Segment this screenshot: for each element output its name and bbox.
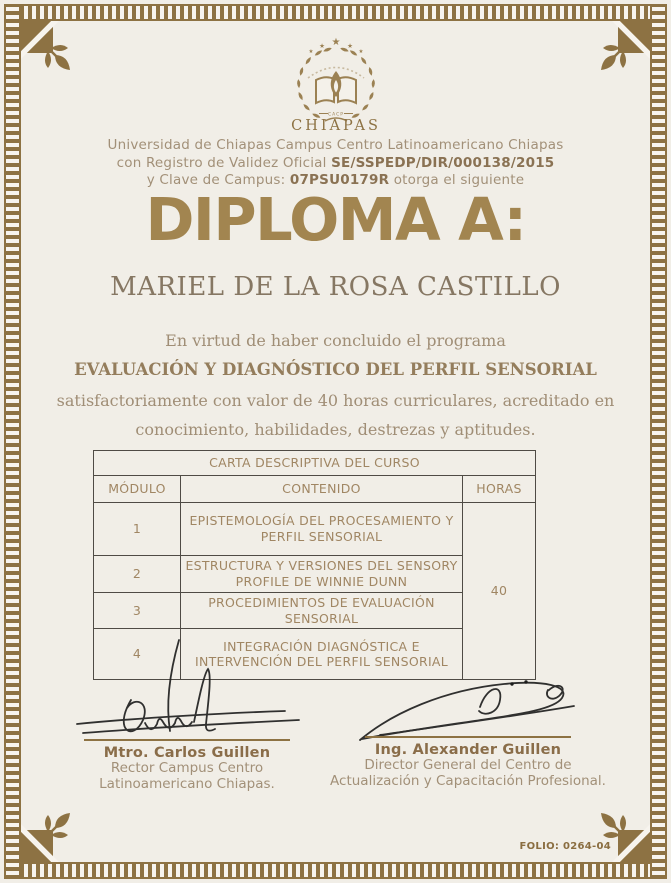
laurel-wreath-book-flame-icon (277, 33, 395, 133)
chiapas-crest-logo (0, 33, 671, 137)
corner-leaf-ornament-icon (21, 812, 71, 862)
star-icon: ★ (318, 42, 325, 50)
cell-modulo: 4 (94, 629, 181, 680)
signer-name: Mtro. Carlos Guillen (103, 745, 271, 761)
logo-acronym: CACP (327, 112, 344, 118)
border-ladder-top (4, 4, 667, 21)
university-line-1 (21, 137, 650, 155)
signer-name: Ing. Alexander Guillen (374, 742, 562, 758)
signature-block-left (54, 739, 320, 792)
cell-contenido: ESTRUCTURA Y VERSIONES DEL SENSORY PROFILE DE WINNIE DUNN (181, 556, 463, 593)
open-book-flame-icon (316, 71, 356, 103)
campus-key: 07PSU0179R (289, 172, 390, 188)
body-line-2: satisfactoriamente con valor de 40 horas curriculares, acreditado en (56, 391, 615, 410)
university-header (21, 137, 650, 190)
signer-title-line-2: Actualización y Capacitación Profesional. (330, 772, 606, 789)
corner-leaf-ornament-icon (600, 812, 650, 862)
cell-horas-total: 40 (463, 503, 536, 680)
star-icon: ★ (346, 42, 353, 50)
course-table (93, 450, 536, 680)
cell-modulo: 3 (94, 593, 181, 629)
cell-modulo: 1 (94, 503, 181, 556)
table-title-row (94, 451, 536, 476)
cell-contenido: EPISTEMOLOGÍA DEL PROCESAMIENTO Y PERFIL SENSORIAL (181, 503, 463, 556)
body-line-3: conocimiento, habilidades, destrezas y aptitudes. (135, 420, 536, 439)
campus-key-prefix: y Clave de Campus: (146, 172, 290, 188)
university-name: Universidad de Chiapas Campus Centro Latinoamericano Chiapas (107, 137, 564, 153)
border-ladder-bottom (4, 862, 667, 879)
col-header-modulo: MÓDULO (94, 476, 181, 503)
table-row (94, 503, 536, 556)
cell-modulo: 2 (94, 556, 181, 593)
col-header-contenido: CONTENIDO (181, 476, 463, 503)
cell-contenido: INTEGRACIÓN DIAGNÓSTICA E INTERVENCIÓN DEL PERFIL SENSORIAL (181, 629, 463, 680)
registry-prefix: con Registro de Validez Oficial (116, 154, 332, 171)
signer-title-line-2: Latinoamericano Chiapas. (99, 775, 275, 792)
star-icon: ★ (358, 49, 363, 55)
logo-name: CHIAPAS (290, 118, 381, 133)
recipient-name: MARIEL DE LA ROSA CASTILLO (110, 272, 561, 302)
signature-block-right (318, 736, 618, 789)
star-icon: ★ (331, 37, 340, 48)
signer-title-line-1: Rector Campus Centro (110, 760, 264, 776)
cell-contenido: PROCEDIMIENTOS DE EVALUACIÓN SENSORIAL (181, 593, 463, 629)
table-header-row (94, 476, 536, 503)
registry-number: SE/SSPEDP/DIR/000138/2015 (331, 154, 555, 171)
campus-key-suffix: otorga el siguiente (389, 172, 525, 188)
folio-number: FOLIO: 0264-04 (519, 841, 611, 852)
program-name: EVALUACIÓN Y DIAGNÓSTICO DEL PERFIL SENSORIAL (74, 360, 597, 379)
diploma-title: DIPLOMA A: (145, 185, 526, 254)
body-line-1: En virtud de haber concluido el programa (165, 331, 506, 350)
university-line-2 (21, 155, 650, 173)
star-icon: ★ (308, 49, 313, 55)
table-title: CARTA DESCRIPTIVA DEL CURSO (94, 451, 536, 476)
signature-line (84, 739, 290, 741)
signer-title-line-1: Director General del Centro de (364, 757, 572, 773)
col-header-horas: HORAS (463, 476, 536, 503)
signature-line (365, 736, 571, 738)
